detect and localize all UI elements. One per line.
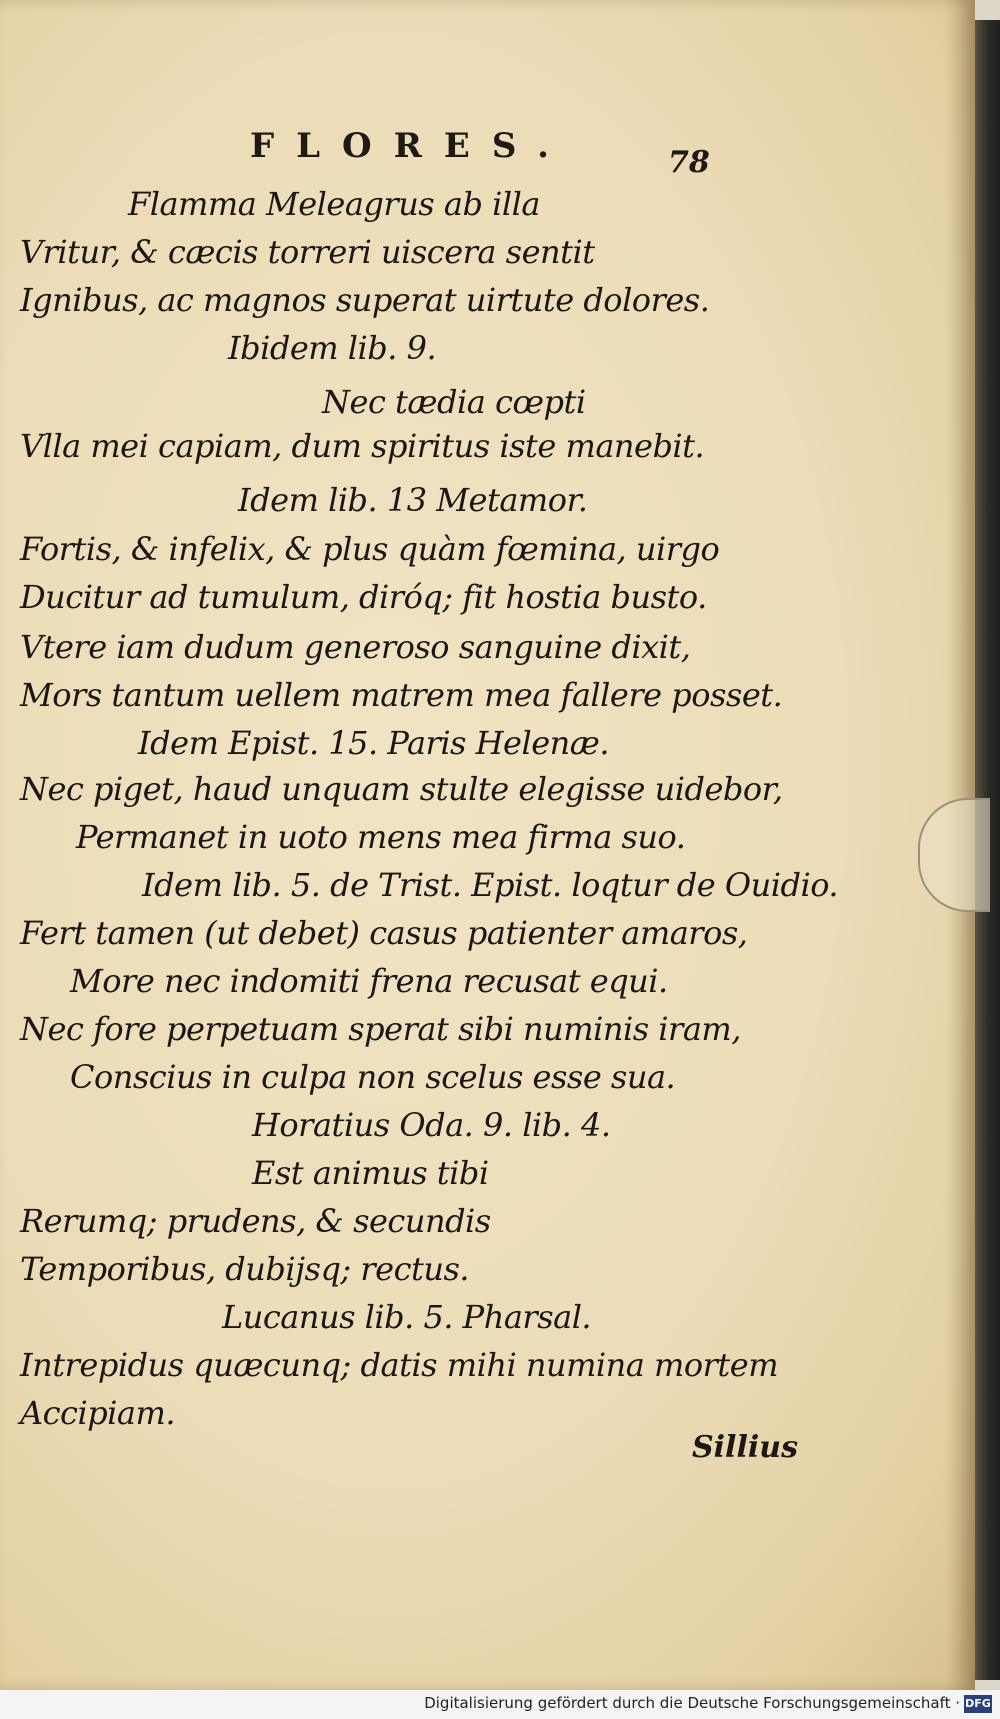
text-line: Idem lib. 5. de Trist. Epist. loqtur de Ouidio. (142, 866, 839, 904)
text-line: Fert tamen (ut debet) casus patienter amaros, (20, 914, 748, 952)
text-line: Nec tædia cœpti (322, 383, 586, 421)
text-line: Vtere iam dudum generoso sanguine dixit, (20, 628, 691, 666)
text-line: Vlla mei capiam, dum spiritus iste manebit. (20, 427, 705, 465)
running-head: FLORES. (250, 126, 572, 166)
text-line: Temporibus, dubijsq; rectus. (20, 1250, 470, 1288)
text-line: More nec indomiti frena recusat equi. (70, 962, 668, 1000)
text-line: Nec fore perpetuam sperat sibi numinis iram, (20, 1010, 741, 1048)
text-line: Rerumq; prudens, & secundis (20, 1202, 491, 1240)
text-line: Idem Epist. 15. Paris Helenæ. (138, 724, 610, 762)
text-line: Fortis, & infelix, & plus quàm fœmina, uirgo (20, 530, 720, 568)
text-line: Permanet in uoto mens mea firma suo. (76, 818, 686, 856)
digitization-footer (0, 1690, 1000, 1719)
text-line: Ducitur ad tumulum, diróq; fit hostia busto. (20, 578, 707, 616)
text-line: Horatius Oda. 9. lib. 4. (252, 1106, 611, 1144)
text-line: Ibidem lib. 9. (228, 329, 437, 367)
text-line: Lucanus lib. 5. Pharsal. (222, 1298, 592, 1336)
text-line: Intrepidus quæcunq; datis mihi numina mortem (20, 1346, 779, 1384)
dfg-logo: DFG (964, 1695, 992, 1713)
text-line: Ignibus, ac magnos superat uirtute dolores. (20, 281, 710, 319)
text-line: Est animus tibi (252, 1154, 489, 1192)
text-line: Accipiam. (20, 1394, 175, 1432)
catchword: Sillius (692, 1430, 798, 1465)
text-line: Nec piget, haud unquam stulte elegisse uidebor, (20, 770, 783, 808)
text-line: Vritur, & cæcis torreri uiscera sentit (20, 233, 595, 271)
text-line: Mors tantum uellem matrem mea fallere posset. (20, 676, 783, 714)
footer-credit: Digitalisierung gefördert durch die Deutsche Forschungsgemeinschaft · (424, 1694, 960, 1712)
text-line: Idem lib. 13 Metamor. (238, 481, 588, 519)
page-number: 78 (668, 145, 710, 180)
text-line: Flamma Meleagrus ab illa (128, 185, 540, 223)
text-line: Conscius in culpa non scelus esse sua. (70, 1058, 676, 1096)
